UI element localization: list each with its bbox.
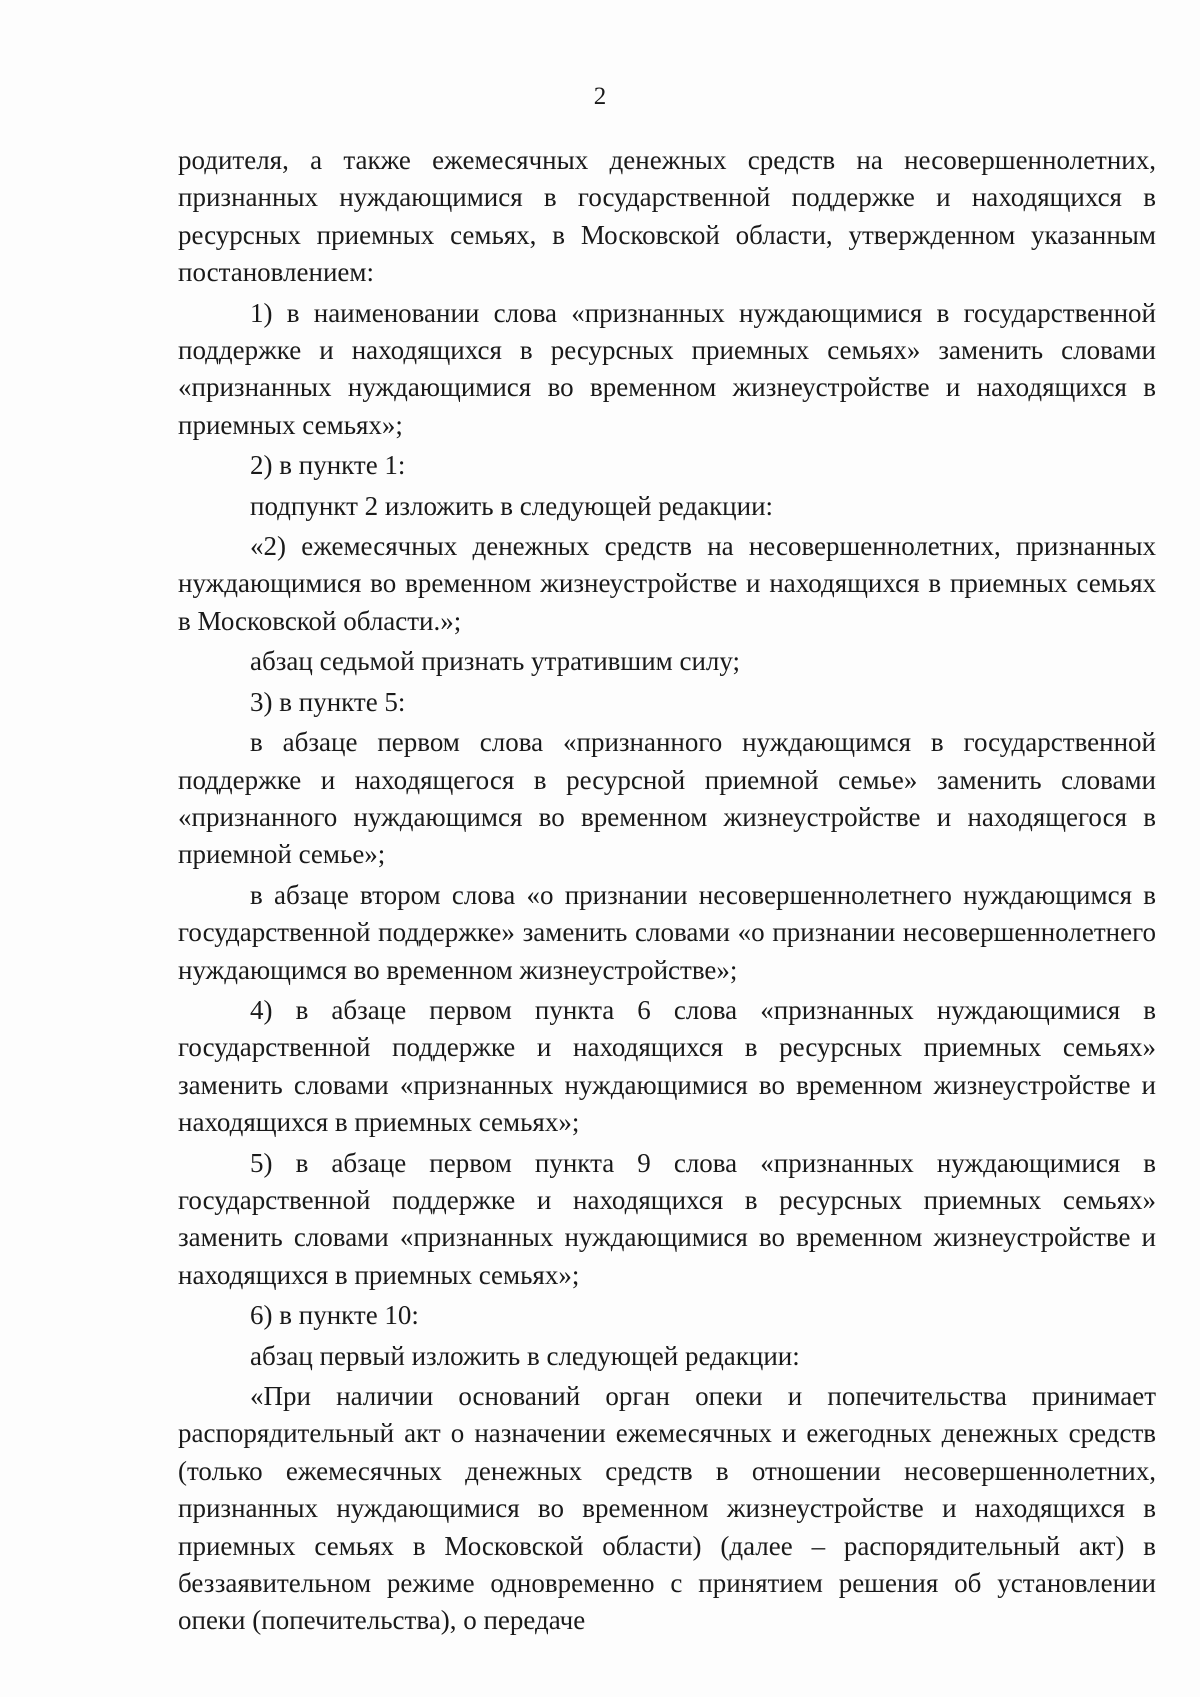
paragraph: 3) в пункте 5:	[250, 686, 406, 717]
paragraph: 1) в наименовании слова «признанных нуждающимися в государственной поддержке и находящихся в ресурсных приемных семьях» заменить словами «признанных нуждающимися во временном жизнеустройстве и находящихся в приемных семьях»;	[178, 297, 1156, 440]
paragraph: 5) в абзаце первом пункта 9 слова «признанных нуждающимися в государственной поддержке и находящихся в ресурсных приемных семьях» заменить словами «признанных нуждающимися во временном жизнеустройстве и находящихся в приемных семьях»;	[178, 1147, 1156, 1290]
paragraph: подпункт 2 изложить в следующей редакции:	[250, 490, 774, 521]
paragraph: 2) в пункте 1:	[250, 450, 406, 481]
paragraph: абзац седьмой признать утратившим силу;	[250, 646, 741, 677]
paragraph: в абзаце первом слова «признанного нуждающимся в государственной поддержке и находящегося в ресурсной приемной семье» заменить словами «признанного нуждающимся во временном жизнеустройстве и находящегося в приемной семье»;	[178, 727, 1156, 870]
paragraph: «2) ежемесячных денежных средств на несовершеннолетних, признанных нуждающимися во временном жизнеустройстве и находящихся в приемных семьях в Московской области.»;	[178, 531, 1156, 636]
paragraph: в абзаце втором слова «о признании несовершеннолетнего нуждающимся в государственной поддержке» заменить словами «о признании несовершеннолетнего нуждающимся во временном жизнеустройстве»;	[178, 879, 1156, 985]
paragraph: 4) в абзаце первом пункта 6 слова «признанных нуждающимися в государственной поддержке и находящихся в ресурсных приемных семьях» заменить словами «признанных нуждающимися во временном жизнеустройстве и находящихся в приемных семьях»;	[178, 994, 1156, 1138]
paragraph: «При наличии оснований орган опеки и попечительства принимает распорядительный акт о назначении ежемесячных и ежегодных денежных средств (только ежемесячных денежных средств в отношении несовершеннолетних, признанных нуждающимися во временном жизнеустройстве и находящихся в приемных семьях в Московской области) (далее – распорядительный акт) в беззаявительном режиме одновременно с принятием решения об установлении опеки (попечительства), о передаче	[178, 1381, 1156, 1636]
page-number: 2	[593, 83, 607, 110]
document-body	[178, 142, 1156, 1640]
paragraph: абзац первый изложить в следующей редакции:	[250, 1340, 800, 1371]
paragraph: родителя, а также ежемесячных денежных средств на несовершеннолетних, признанных нуждающимися в государственной поддержке и находящихся в ресурсных приемных семьях, в Московской области, утвержденном указанным постановлением:	[178, 145, 1156, 288]
paragraph: 6) в пункте 10:	[250, 1300, 419, 1331]
